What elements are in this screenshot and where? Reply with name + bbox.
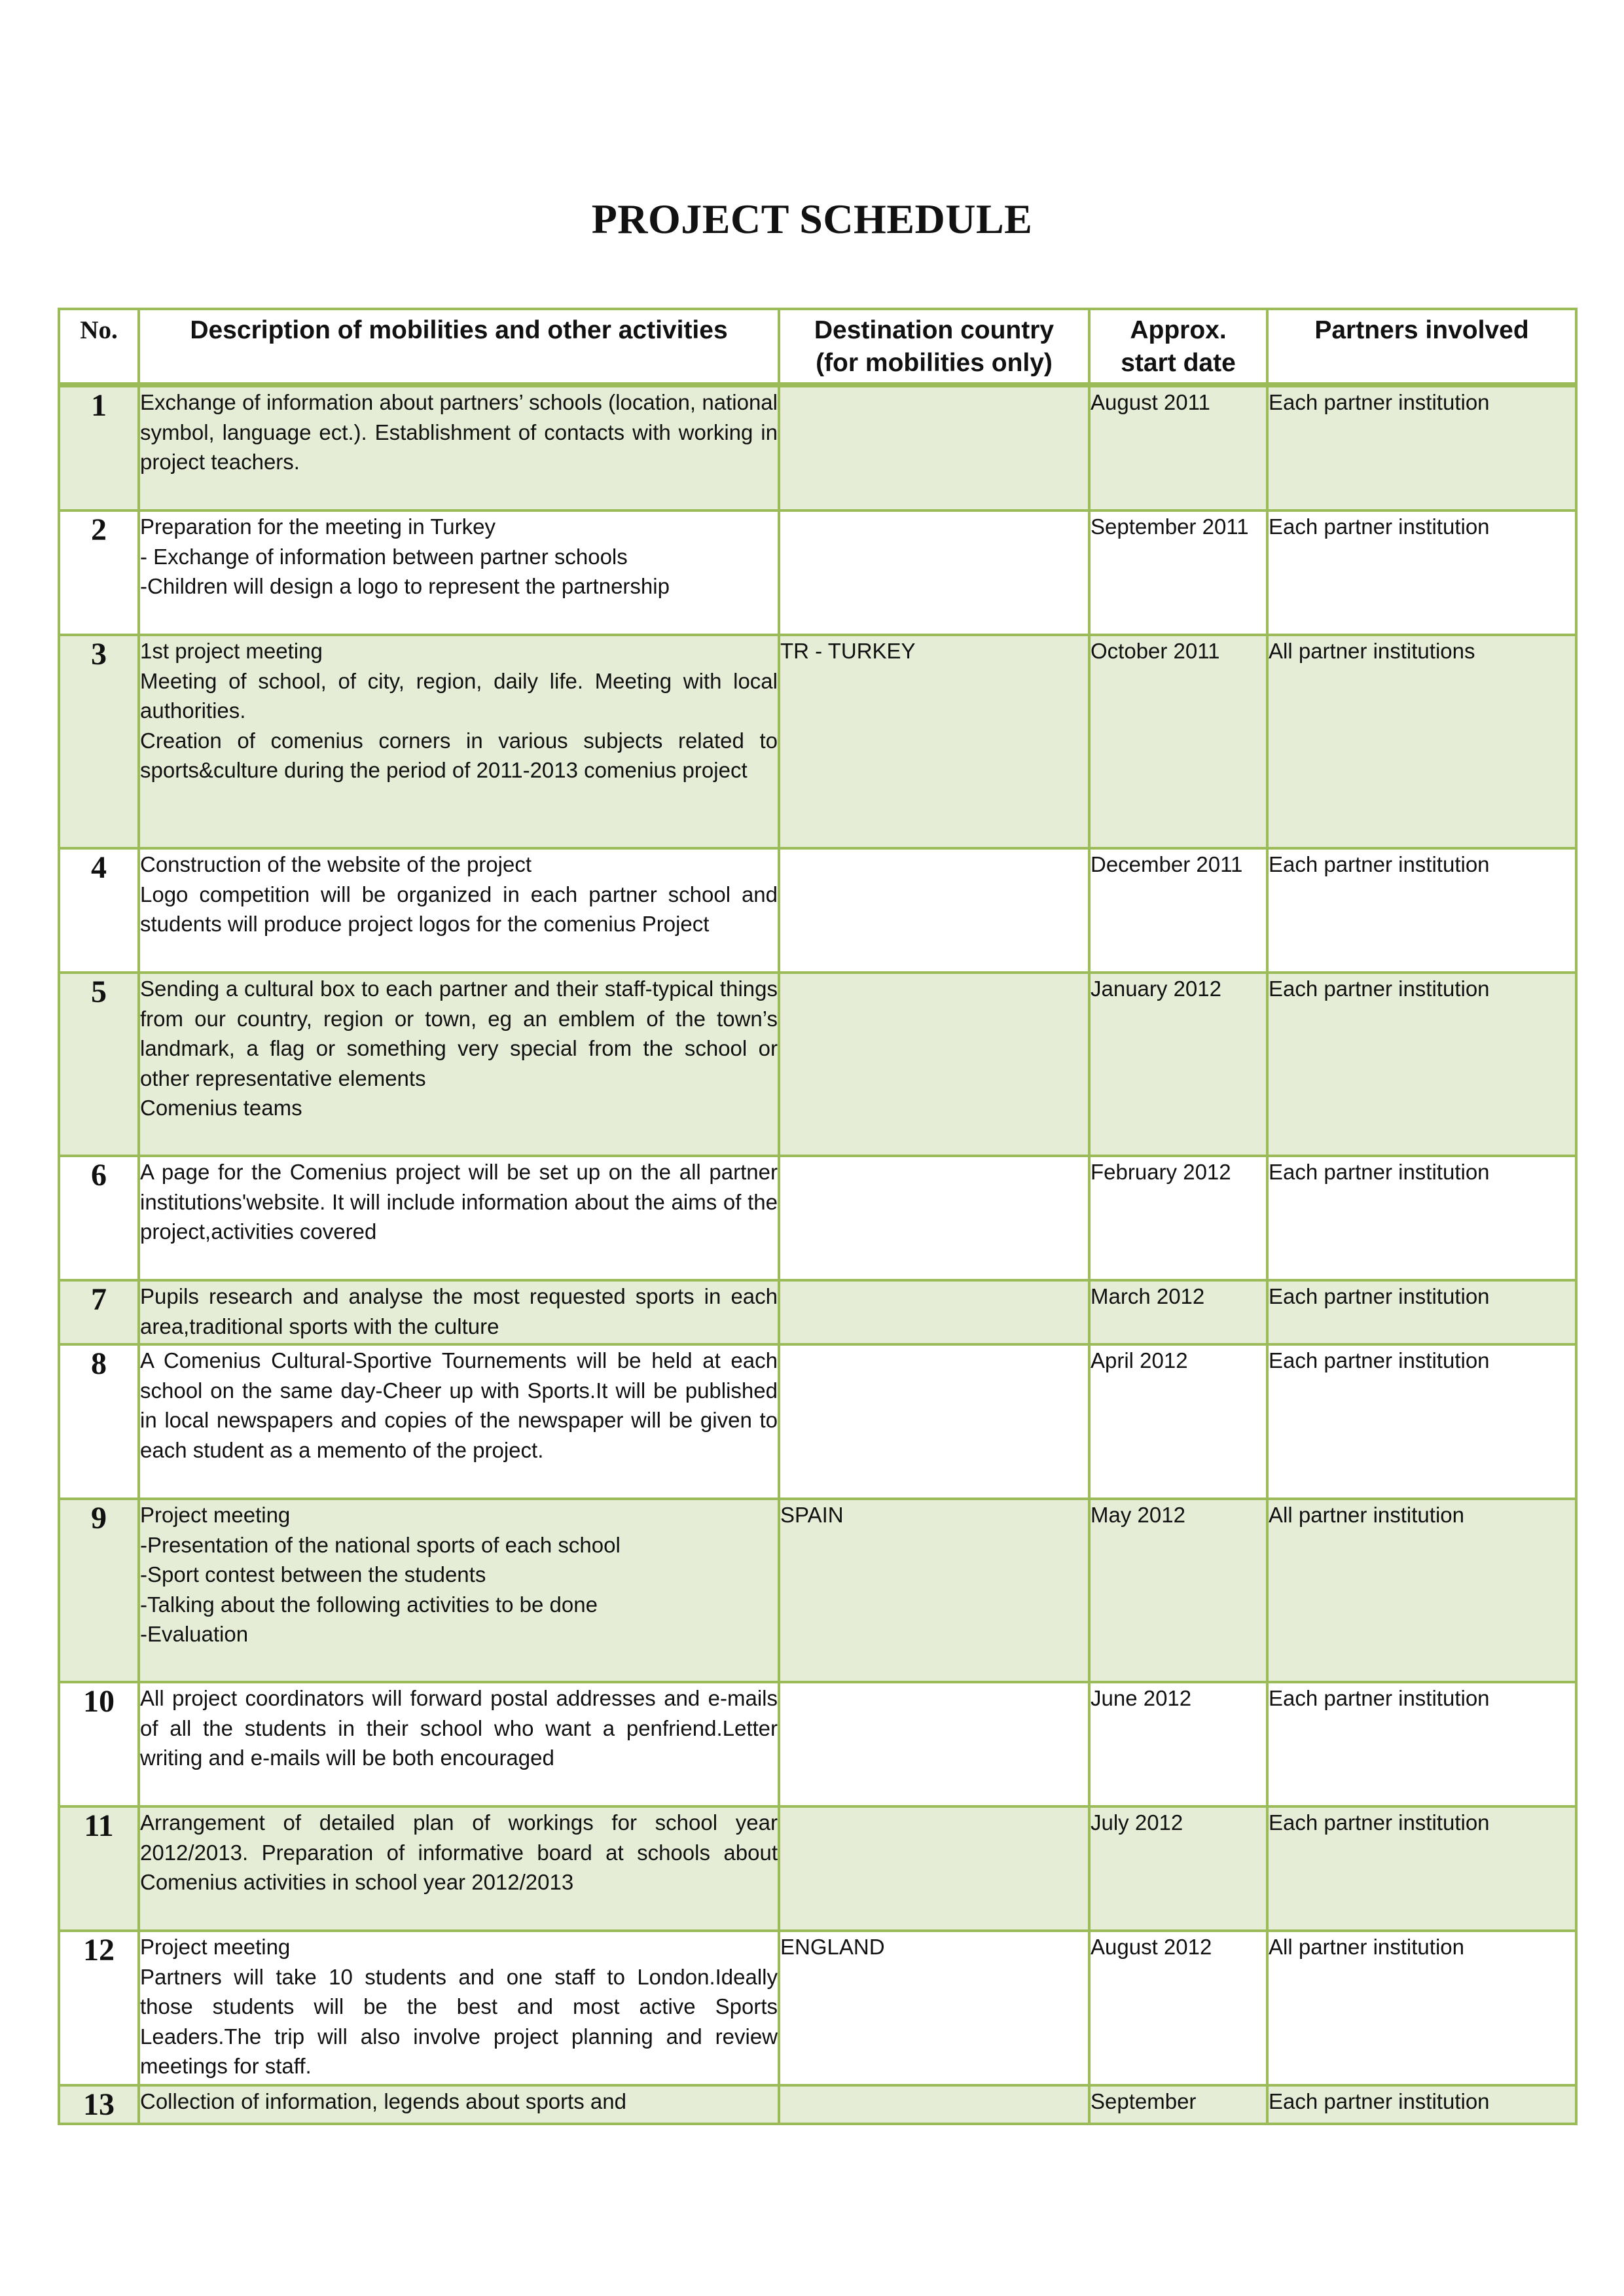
description-line: A page for the Comenius project will be set up on the all partner institutions'website. It will include information about the aims of the project,activities covered: [140, 1160, 778, 1244]
table-row: [59, 1806, 1576, 1931]
description-line: Collection of information, legends about sports and: [140, 2089, 626, 2113]
table-row: [59, 1499, 1576, 1682]
partners-involved: All partner institution: [1267, 1931, 1576, 2085]
header-date-line1: Approx.: [1130, 316, 1227, 344]
header-destination: [779, 309, 1089, 385]
description-line: Comenius teams: [140, 1096, 302, 1120]
partners-involved: Each partner institution: [1267, 1682, 1576, 1806]
description-line: Pupils research and analyse the most requested sports in each area,traditional sports with the culture: [140, 1284, 778, 1338]
header-no: No.: [59, 309, 139, 385]
activity-description: [139, 385, 779, 511]
activity-description: [139, 1280, 779, 1344]
row-number: 10: [59, 1682, 139, 1806]
header-description: Description of mobilities and other activities: [139, 309, 779, 385]
header-destination-line1: Destination country: [814, 316, 1055, 344]
partners-involved: Each partner institution: [1267, 1806, 1576, 1931]
header-start-date: [1089, 309, 1267, 385]
table-row: [59, 2085, 1576, 2124]
row-number: 5: [59, 973, 139, 1156]
description-line: Preparation for the meeting in Turkey: [140, 514, 496, 539]
table-row: [59, 1280, 1576, 1344]
activity-description: [139, 973, 779, 1156]
partners-involved: Each partner institution: [1267, 2085, 1576, 2124]
destination-country: [779, 1280, 1089, 1344]
description-line: All project coordinators will forward postal addresses and e-mails of all the students in their school who want a penfriend.Letter writing and e-mails will be both encouraged: [140, 1686, 778, 1770]
destination-country: [779, 848, 1089, 973]
row-number: 2: [59, 511, 139, 635]
partners-involved: Each partner institution: [1267, 973, 1576, 1156]
table-row: [59, 1931, 1576, 2085]
destination-country: [779, 1156, 1089, 1280]
description-line: A Comenius Cultural-Sportive Tournements will be held at each school on the same day-Cheer up with Sports.It will be published in local newspapers and copies of the newspaper will be given to each student as a memento of the project.: [140, 1348, 778, 1462]
header-partners: Partners involved: [1267, 309, 1576, 385]
destination-country: [779, 1806, 1089, 1931]
description-line: Project meeting: [140, 1935, 291, 1959]
partners-involved: Each partner institution: [1267, 1280, 1576, 1344]
destination-country: [779, 1682, 1089, 1806]
start-date: February 2012: [1089, 1156, 1267, 1280]
destination-country: [779, 2085, 1089, 2124]
partners-involved: Each partner institution: [1267, 1156, 1576, 1280]
partners-involved: All partner institutions: [1267, 635, 1576, 848]
table-row: [59, 385, 1576, 511]
row-number: 8: [59, 1344, 139, 1499]
destination-country: SPAIN: [779, 1499, 1089, 1682]
start-date: April 2012: [1089, 1344, 1267, 1499]
row-number: 1: [59, 385, 139, 511]
row-number: 7: [59, 1280, 139, 1344]
description-line: Project meeting: [140, 1503, 291, 1527]
partners-involved: Each partner institution: [1267, 385, 1576, 511]
destination-country: TR - TURKEY: [779, 635, 1089, 848]
destination-country: [779, 511, 1089, 635]
description-line: -Talking about the following activities to be done: [140, 1592, 598, 1617]
activity-description: [139, 1156, 779, 1280]
description-line: -Evaluation: [140, 1622, 249, 1646]
activity-description: [139, 1682, 779, 1806]
activity-description: [139, 1931, 779, 2085]
header-date-line2: start date: [1121, 349, 1236, 377]
description-line: Creation of comenius corners in various subjects related to sports&culture during the period of 2011-2013 comenius project: [140, 728, 778, 782]
table-row: [59, 511, 1576, 635]
project-schedule-table: [58, 308, 1578, 2125]
description-line: Sending a cultural box to each partner and their staff-typical things from our country, region or town, eg an emblem of the town’s landmark, a flag or something very special from the school or other representative elements: [140, 977, 778, 1090]
table-row: [59, 1682, 1576, 1806]
start-date: December 2011: [1089, 848, 1267, 973]
activity-description: [139, 848, 779, 973]
start-date: March 2012: [1089, 1280, 1267, 1344]
description-line: Meeting of school, of city, region, daily life. Meeting with local authorities.: [140, 668, 778, 723]
description-line: Construction of the website of the project: [140, 852, 532, 876]
row-number: 13: [59, 2085, 139, 2124]
row-number: 3: [59, 635, 139, 848]
activity-description: [139, 2085, 779, 2124]
row-number: 11: [59, 1806, 139, 1931]
table-row: [59, 1344, 1576, 1499]
start-date: July 2012: [1089, 1806, 1267, 1931]
table-header-row: [59, 309, 1576, 385]
table-row: [59, 1156, 1576, 1280]
partners-involved: Each partner institution: [1267, 1344, 1576, 1499]
row-number: 4: [59, 848, 139, 973]
destination-country: [779, 385, 1089, 511]
page-title: PROJECT SCHEDULE: [591, 196, 1033, 242]
header-destination-line2: (for mobilities only): [816, 349, 1053, 377]
start-date: August 2012: [1089, 1931, 1267, 2085]
activity-description: [139, 511, 779, 635]
description-line: -Presentation of the national sports of each school: [140, 1532, 621, 1557]
row-number: 9: [59, 1499, 139, 1682]
partners-involved: Each partner institution: [1267, 511, 1576, 635]
row-number: 6: [59, 1156, 139, 1280]
destination-country: ENGLAND: [779, 1931, 1089, 2085]
description-line: -Sport contest between the students: [140, 1562, 486, 1587]
activity-description: [139, 1344, 779, 1499]
description-line: Arrangement of detailed plan of workings for school year 2012/2013. Preparation of informative board at schools about Comenius activities in school year 2012/2013: [140, 1810, 778, 1894]
start-date: June 2012: [1089, 1682, 1267, 1806]
description-line: - Exchange of information between partner schools: [140, 544, 628, 569]
start-date: September: [1089, 2085, 1267, 2124]
table-row: [59, 848, 1576, 973]
activity-description: [139, 1499, 779, 1682]
start-date: May 2012: [1089, 1499, 1267, 1682]
table-row: [59, 973, 1576, 1156]
table-row: [59, 635, 1576, 848]
activity-description: [139, 635, 779, 848]
start-date: August 2011: [1089, 385, 1267, 511]
start-date: October 2011: [1089, 635, 1267, 848]
description-line: Logo competition will be organized in each partner school and students will produce project logos for the comenius Project: [140, 882, 778, 936]
destination-country: [779, 973, 1089, 1156]
description-line: -Children will design a logo to represent the partnership: [140, 574, 670, 598]
activity-description: [139, 1806, 779, 1931]
partners-involved: Each partner institution: [1267, 848, 1576, 973]
start-date: January 2012: [1089, 973, 1267, 1156]
destination-country: [779, 1344, 1089, 1499]
partners-involved: All partner institution: [1267, 1499, 1576, 1682]
description-line: Exchange of information about partners’ schools (location, national symbol, language ect.). Establishment of contacts with working in project teachers.: [140, 390, 778, 474]
description-line: 1st project meeting: [140, 639, 323, 663]
description-line: Partners will take 10 students and one staff to London.Ideally those students will be the best and most active Sports Leaders.The trip will also involve project planning and review meetings for staff.: [140, 1964, 778, 2078]
start-date: September 2011: [1089, 511, 1267, 635]
row-number: 12: [59, 1931, 139, 2085]
